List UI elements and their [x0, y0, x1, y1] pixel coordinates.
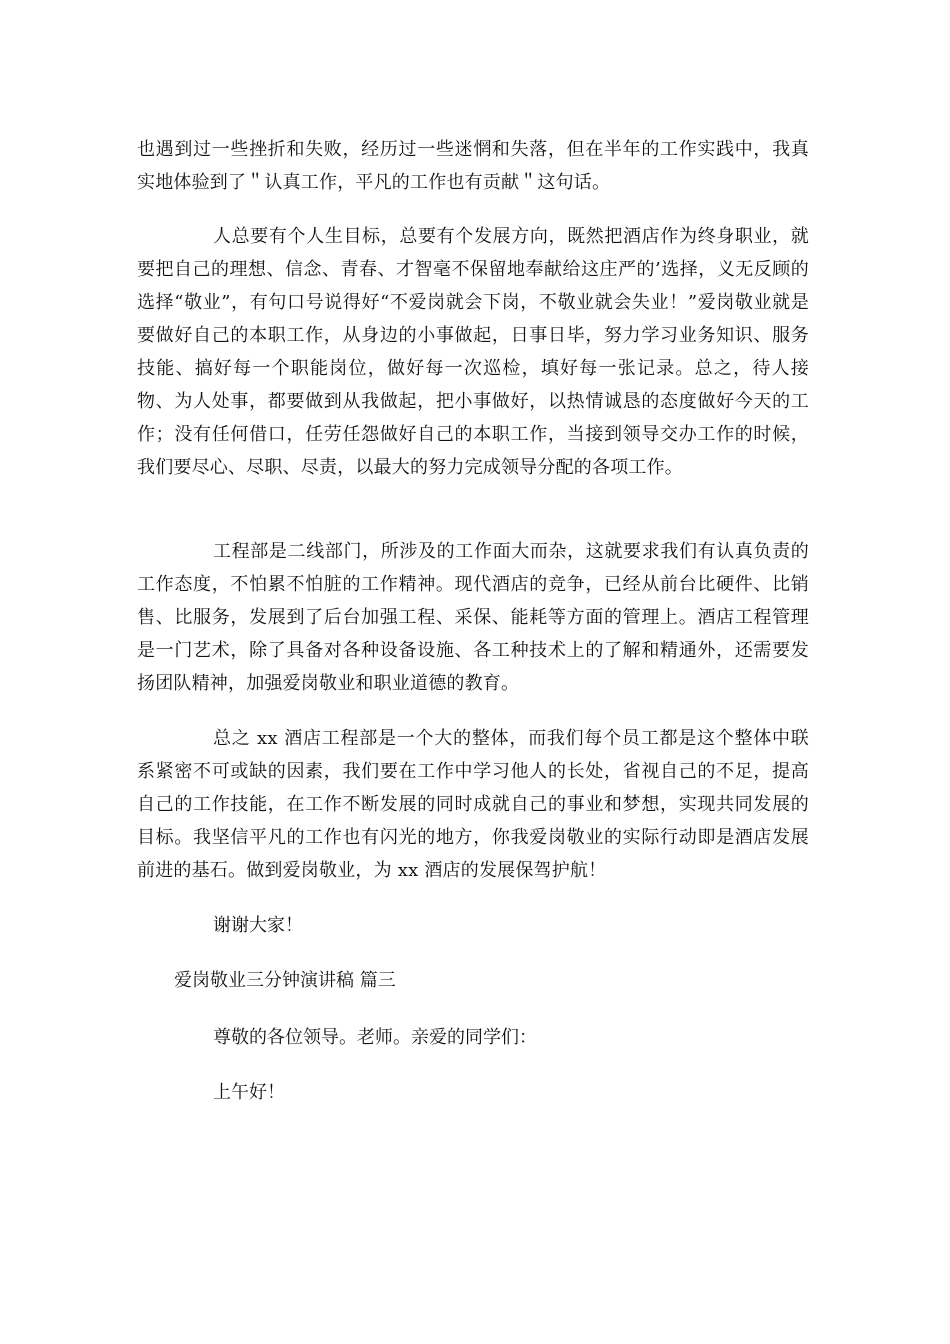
paragraph-conclusion: 总之 xx 酒店工程部是一个大的整体，而我们每个员工都是这个整体中联系紧密不可或缺的因素，我们要在工作中学习他人的长处，省视自己的不足，提高自己的工作技能，在工作不断发展的同时成就自己的事业和梦想，实现共同发展的目标。我坚信平凡的工作也有闪光的地方，你我爱岗敬业的实际行动即是酒店发展前进的基石。做到爱岗敬业，为 xx 酒店的发展保驾护航！	[137, 728, 809, 881]
greeting-line: 尊敬的各位领导。老师。亲爱的同学们：	[213, 1027, 537, 1048]
section-title: 爱岗敬业三分钟演讲稿 篇三	[174, 970, 396, 991]
paragraph-continuation: 也遇到过一些挫折和失败，经历过一些迷惘和失落，但在半年的工作实践中，我真实地体验到了＂认真工作，平凡的工作也有贡献＂这句话。	[137, 139, 809, 193]
paragraph-engineering-dept: 工程部是二线部门，所涉及的工作面大而杂，这就要求我们有认真负责的工作态度，不怕累不怕脏的工作精神。现代酒店的竞争，已经从前台比硬件、比销售、比服务，发展到了后台加强工程、采保、能耗等方面的管理上。酒店工程管理是一门艺术，除了具备对各种设备设施、各工种技术上的了解和精通外，还需要发扬团队精神，加强爱岗敬业和职业道德的教育。	[137, 541, 809, 694]
salutation-line: 上午好！	[213, 1082, 285, 1103]
thanks-line: 谢谢大家！	[213, 915, 303, 936]
paragraph-career-goal: 人总要有个人生目标，总要有个发展方向，既然把酒店作为终身职业，就要把自己的理想、信念、青春、才智毫不保留地奉献给这庄严的’选择，义无反顾的选择“敬业”，有句口号说得好“不爱岗就会下岗，不敬业就会失业！”爱岗敬业就是要做好自己的本职工作，从身边的小事做起，日事日毕，努力学习业务知识、服务技能、搞好每一个职能岗位，做好每一次巡检，填好每一张记录。总之，待人接物、为人处事，都要做到从我做起，把小事做好，以热情诚恳的态度做好今天的工作；没有任何借口，任劳任怨做好自己的本职工作，当接到领导交办工作的时候，我们要尽心、尽职、尽责，以最大的努力完成领导分配的各项工作。	[137, 226, 809, 478]
